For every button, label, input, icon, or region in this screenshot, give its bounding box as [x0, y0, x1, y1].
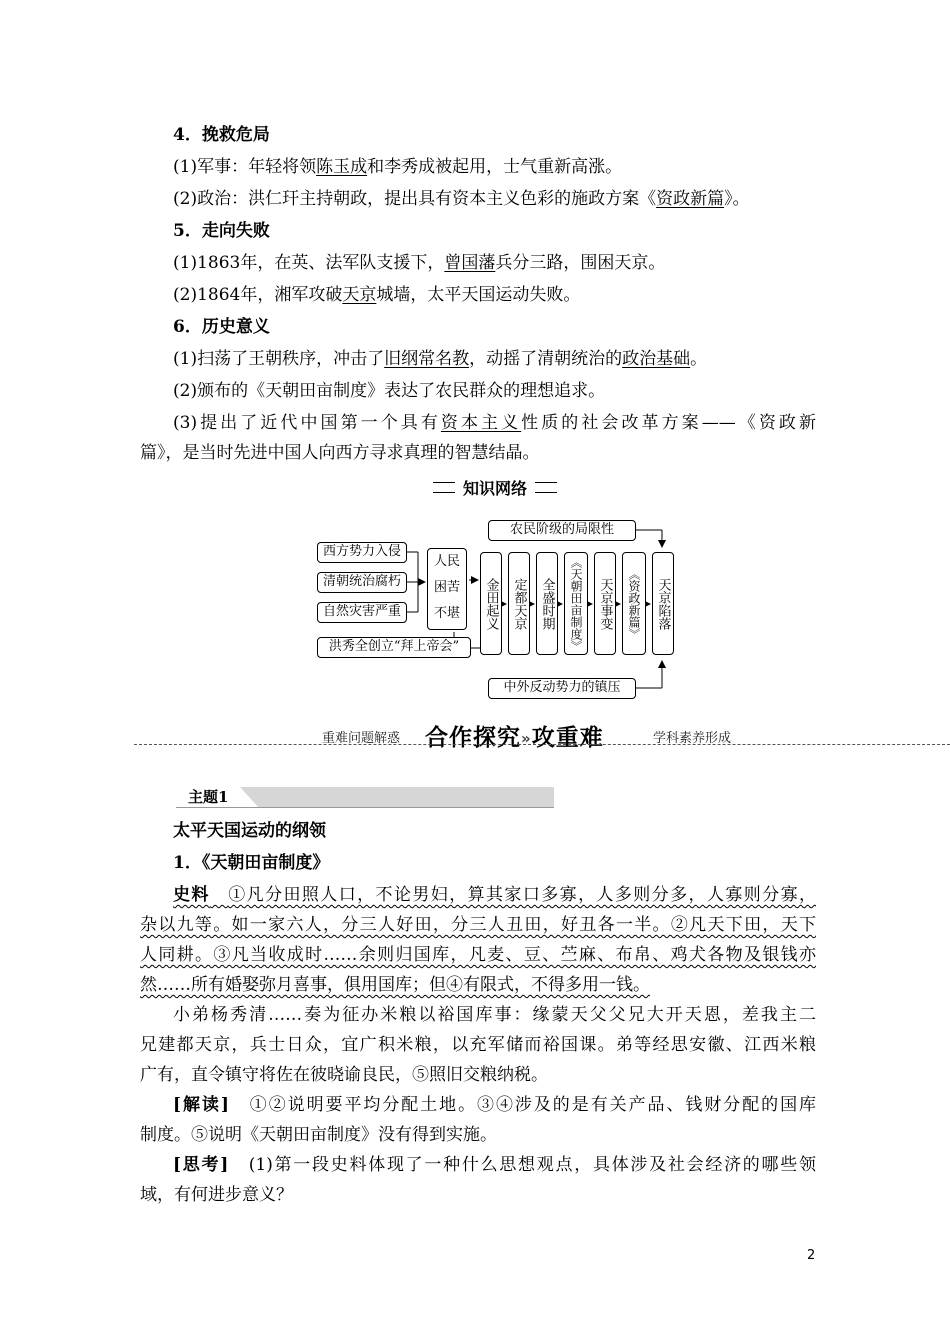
- stage-tianjing-fall: 天京陷落: [652, 552, 674, 655]
- stage-peak-period: 全盛时期: [536, 552, 558, 655]
- key-term: 旧纲常名教: [384, 349, 470, 369]
- section-6-title: 6．历史意义: [173, 317, 270, 337]
- cause-box-qing-corruption: 清朝统治腐朽: [317, 572, 407, 593]
- stage-land-system: 《天朝田亩制度》: [564, 552, 588, 655]
- section-4-title: 4．挽救危局: [173, 125, 270, 145]
- banner-divider: [134, 744, 950, 745]
- page-number: 2: [807, 1248, 816, 1263]
- s6-item-3: (3)提出了近代中国第一个具有资本主义性质的社会改革方案——《资政新: [173, 413, 816, 433]
- topic-tag: 主题1: [188, 788, 229, 806]
- topic-heading: 太平天国运动的纲领: [173, 821, 326, 841]
- source2-line-2: 兄建都天京，兵士日众，宜广积米粮，以充军储而裕国课。弟等经思安徽、江西米粮: [140, 1035, 816, 1055]
- question-label: [思考]: [173, 1155, 229, 1175]
- source-line-3: 人同耕。③凡当收成时……余则归国库，凡麦、豆、苎麻、布帛、鸡犬各物及银钱亦: [140, 945, 816, 965]
- stage-capital-tianjing: 定都天京: [508, 552, 530, 655]
- analysis-line-1: [解读] ①②说明要平均分配土地。③④涉及的是有关产品、钱财分配的国库: [173, 1095, 817, 1115]
- topic-subheading: 1．《天朝田亩制度》: [173, 853, 330, 873]
- source-line-1: 史料 ①凡分田照人口，不论男妇，算其家口多寡，人多则分多，人寡则分寡，: [173, 885, 817, 905]
- banner-separator-icon: »: [521, 729, 532, 748]
- key-term: 政治基础: [622, 349, 691, 369]
- source-line-4: 然……所有婚娶弥月喜事，俱用国库；但④有限式，不得多用一钱。: [140, 975, 650, 995]
- source-line-2: 杂以九等。如一家六人，分三人好田，分三人丑田，好丑各一半。②凡天下田，天下: [140, 915, 816, 935]
- section-5-title: 5．走向失败: [173, 221, 270, 241]
- topic-header: [176, 787, 554, 808]
- s5-item-2: (2)1864年，湘军攻破天京城墙，太平天国运动失败。: [173, 285, 581, 305]
- cause-box-natural-disaster: 自然灾害严重: [317, 602, 407, 623]
- suffering-box: 人民困苦不堪: [427, 548, 467, 630]
- s6-item-1: (1)扫荡了王朝秩序，冲击了旧纲常名教，动摇了清朝统治的政治基础。: [173, 349, 708, 369]
- peasant-limitation-box: 农民阶级的局限性: [488, 520, 636, 541]
- analysis-label: [解读]: [173, 1095, 229, 1115]
- source2-line-3: 广有，直令镇守将佐在彼晓谕良民，⑤照旧交粮纳税。: [140, 1065, 548, 1085]
- s6-item-3-cont: 篇》，是当时先进中国人向西方寻求真理的智慧结晶。: [140, 443, 540, 463]
- key-term: 资本主义: [440, 413, 522, 433]
- banner-right-label: 学科素养形成: [653, 731, 732, 746]
- key-term: 陈玉成: [316, 157, 368, 177]
- suppression-box: 中外反动势力的镇压: [488, 678, 636, 699]
- stage-new-treatise: 《资政新篇》: [622, 552, 646, 655]
- key-term: 天京: [342, 285, 377, 305]
- s4-politics: (2)政治：洪仁玕主持朝政，提出具有资本主义色彩的施政方案《资政新篇》。: [173, 189, 750, 209]
- question-line-1: [思考] (1)第一段史料体现了一种什么思想观点，具体涉及社会经济的哪些领: [173, 1155, 816, 1175]
- key-term: 资政新篇: [656, 189, 725, 209]
- s4-military: (1)军事：年轻将领陈玉成和李秀成被起用，士气重新高涨。: [173, 157, 623, 177]
- key-term: 曾国藩: [444, 253, 496, 273]
- s5-item-1: (1)1863年，在英、法军队支援下，曾国藩兵分三路，围困天京。: [173, 253, 666, 273]
- source2-line-1: 小弟杨秀清……奏为征办米粮以裕国库事：缘蒙天父父兄大开天恩，差我主二: [173, 1005, 816, 1025]
- source-label: 史料: [173, 885, 210, 905]
- knowledge-network-title: 知识网络: [433, 476, 557, 498]
- hong-xiuquan-box: 洪秀全创立“拜上帝会”: [317, 637, 471, 658]
- banner-left-label: 重难问题解惑: [322, 731, 401, 746]
- cause-box-western-invasion: 西方势力入侵: [317, 542, 407, 563]
- stage-tianjing-incident: 天京事变: [594, 552, 616, 655]
- question-line-2: 域，有何进步意义？: [140, 1185, 293, 1205]
- analysis-line-2: 制度。⑤说明《天朝田亩制度》没有得到实施。: [140, 1125, 497, 1145]
- banner-title: 合作探究»攻重难: [425, 725, 604, 751]
- stage-jintian-uprising: 金田起义: [480, 552, 502, 655]
- s6-item-2: (2)颁布的《天朝田亩制度》表达了农民群众的理想追求。: [173, 381, 606, 401]
